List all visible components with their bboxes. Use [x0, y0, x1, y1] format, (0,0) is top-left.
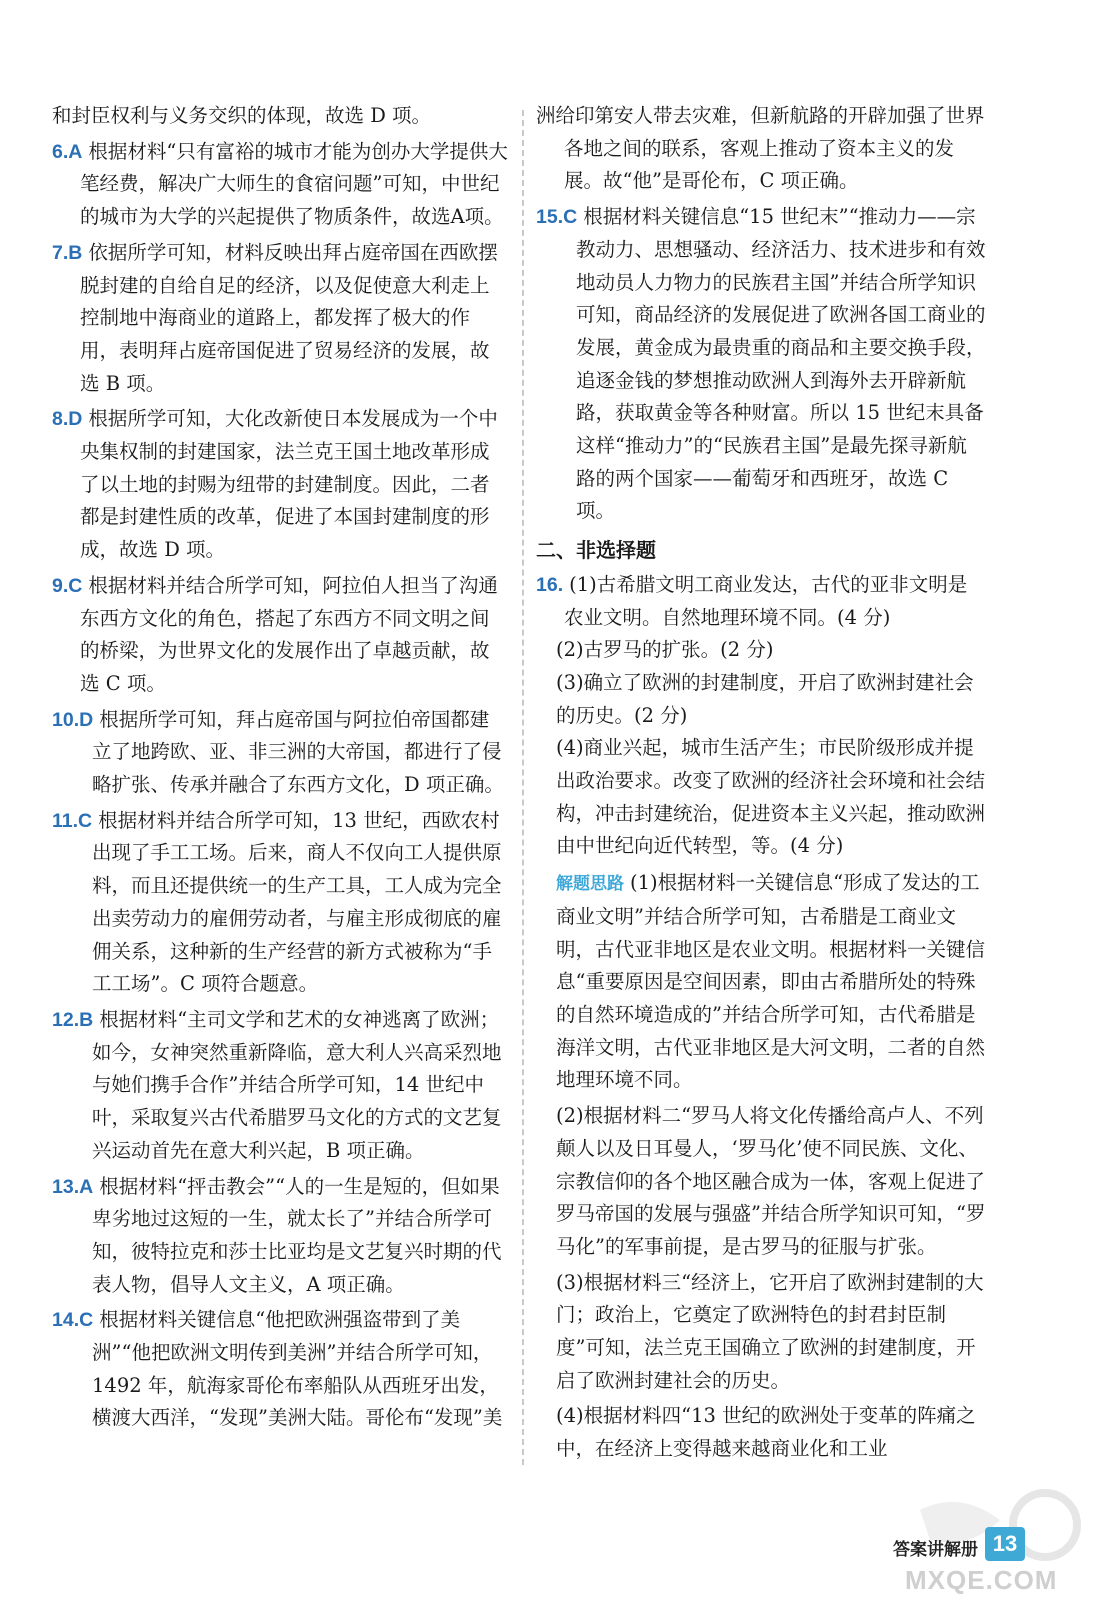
answer-text: 根据材料“只有富裕的城市才能为创办大学提供大笔经费，解决广大师生的食宿问题”可知，中世纪的城市为大学的兴起提供了物质条件，故选A项。 — [80, 139, 508, 229]
answer-number: 9.C — [52, 574, 83, 597]
sub-answer: (3)确立了欧洲的封建制度，开启了欧洲封建社会的历史。(2 分) — [556, 670, 974, 727]
answer-text: 洲给印第安人带去灾难，但新航路的开辟加强了世界各地之间的联系，客观上推动了资本主义的发展。故“他”是哥伦布，C 项正确。 — [536, 104, 985, 193]
right-column — [536, 100, 986, 1466]
answer-text: 根据所学可知，大化改新使日本发展成为一个中央集权制的封建国家，法兰克王国土地改革形成了以土地的封赐为纽带的封建制度。因此，二者都是封建性质的改革，促进了本国封建制度的形成，故选 D 项。 — [80, 407, 498, 562]
tip-text: (4)根据材料四“13 世纪的欧洲处于变革的阵痛之中，在经济上变得越来越商业化和工业 — [556, 1404, 976, 1461]
answer-text: 根据材料并结合所学可知，13 世纪，西欧农村出现了手工工场。后来，商人不仅向工人提供原料，而且还提供统一的生产工具，工人成为完全出卖劳动力的雇佣劳动者，与雇主形成彻底的雇佣关系，这种新的生产经营的新方式被称为“手工工场”。C 项符合题意。 — [92, 808, 502, 996]
page-number: 13 — [985, 1527, 1025, 1561]
answer-text: 根据所学可知，拜占庭帝国与阿拉伯帝国都建立了地跨欧、亚、非三洲的大帝国，都进行了侵略扩张、传承并融合了东西方文化，D 项正确。 — [92, 707, 504, 797]
answer-item-6 — [52, 136, 508, 234]
answer-text: 根据材料并结合所学可知，阿拉伯人担当了沟通东西方文化的角色，搭起了东西方不同文明之间的桥梁，为世界文化的发展作出了卓越贡献，故选 C 项。 — [80, 573, 498, 695]
answer-item-14-cont — [536, 100, 986, 198]
answer-number: 13.A — [52, 1175, 94, 1198]
answer-text: 根据材料关键信息“15 世纪末”“推动力——宗教动力、思想骚动、经济活力、技术进步和有效地动员人力物力的民族君主国”并结合所学知识可知，商品经济的发展促进了欧洲各国工商业的发展，黄金成为最贵重的商品和主要交换手段，追逐金钱的梦想推动欧洲人到海外去开辟新航路，获取黄金等各种财富。所以 15 世纪末具备这样“推动力”的“民族君主国”是最先探寻新航路的两个国家——葡萄牙和西班牙，故选 C 项。 — [576, 205, 986, 523]
answer-number: 16. — [536, 573, 564, 596]
answer-item-16 — [536, 569, 986, 1466]
sub-answer: (2)古罗马的扩张。(2 分) — [556, 638, 774, 662]
answer-text: 和封臣权利与义务交织的体现，故选 D 项。 — [52, 104, 432, 127]
tip-text: (3)根据材料三“经济上，它开启了欧洲封建制的大门；政治上，它奠定了欧洲特色的封君封臣制度”可知，法兰克王国确立了欧洲的封建制度，开启了欧洲封建社会的历史。 — [556, 1270, 984, 1392]
answer-text: 根据材料“主司文学和艺术的女神逃离了欧洲；如今，女神突然重新降临，意大利人兴高采烈地与她们携手合作”并结合所学可知，14 世纪中叶，采取复兴古代希腊罗马文化的方式的文艺复兴运动首先在意大利兴起，B 项正确。 — [92, 1007, 502, 1162]
tip-text: (1)根据材料一关键信息“形成了发达的工商业文明”并结合所学可知，古希腊是工商业文明，古代亚非地区是农业文明。根据材料一关键信息“重要原因是空间因素，即由古希腊所处的特殊的自然环境造成的”并结合所学可知，古代希腊是海洋文明，古代亚非地区是大河文明，二者的自然地理环境不同。 — [556, 871, 986, 1092]
answer-number: 11.C — [52, 809, 93, 832]
tip-label: 解题思路 — [556, 874, 624, 895]
tip-text: (2)根据材料二“罗马人将文化传播给高卢人、不列颠人以及日耳曼人，‘罗马化’使不同民族、文化、宗教信仰的各个地区融合成为一体，客观上促进了罗马帝国的发展与强盛”并结合所学知识可知，“罗马化”的军事前提，是古罗马的征服与扩张。 — [556, 1104, 986, 1258]
footer-label: 答案讲解册 — [893, 1540, 978, 1560]
column-divider — [522, 110, 524, 1465]
answer-item-11 — [52, 805, 508, 1001]
answer-item-13 — [52, 1171, 508, 1302]
answer-item-8 — [52, 403, 508, 567]
answer-item-9 — [52, 570, 508, 701]
answer-item-12 — [52, 1004, 508, 1168]
answer-text: 根据材料关键信息“他把欧洲强盗带到了美洲”“他把欧洲文明传到美洲”并结合所学可知，1492 年，航海家哥伦布率船队从西班牙出发，横渡大西洋，“发现”美洲大陆。哥伦布“发现”美 — [92, 1308, 503, 1430]
answer-item-15 — [536, 201, 986, 528]
answer-number: 7.B — [52, 241, 83, 264]
answer-number: 8.D — [52, 408, 83, 431]
watermark-text: MXQE.COM — [905, 1565, 1058, 1595]
answer-number: 12.B — [52, 1008, 94, 1031]
sub-answer: (4)商业兴起，城市生活产生；市民阶级形成并提出政治要求。改变了欧洲的经济社会环境和社会结构，冲击封建统治，促进资本主义兴起，推动欧洲由中世纪向近代转型，等。(4 分) — [556, 736, 986, 858]
answer-text: 依据所学可知，材料反映出拜占庭帝国在西欧摆脱封建的自给自足的经济，以及促使意大利走上控制地中海商业的道路上，都发挥了极大的作用，表明拜占庭帝国促进了贸易经济的发展，故选 B 项。 — [80, 240, 498, 395]
answer-number: 6.A — [52, 140, 83, 163]
sub-answer: (1)古希腊文明工商业发达，古代的亚非文明是农业文明。自然地理环境不同。(4 分) — [564, 572, 968, 629]
answer-number: 10.D — [52, 708, 94, 731]
left-column — [52, 100, 508, 1435]
answer-item-7 — [52, 237, 508, 401]
answer-item-cont — [52, 100, 508, 133]
section-title: 二、非选择题 — [536, 538, 656, 563]
answer-item-10 — [52, 704, 508, 802]
answer-item-14 — [52, 1304, 508, 1435]
answer-text: 根据材料“抨击教会”“人的一生是短的，但如果卑劣地过这短的一生，就太长了”并结合所学可知，彼特拉克和莎士比亚均是文艺复兴时期的代表人物，倡导人文主义，A 项正确。 — [92, 1174, 502, 1296]
answer-number: 14.C — [52, 1309, 94, 1332]
answer-number: 15.C — [536, 206, 578, 229]
